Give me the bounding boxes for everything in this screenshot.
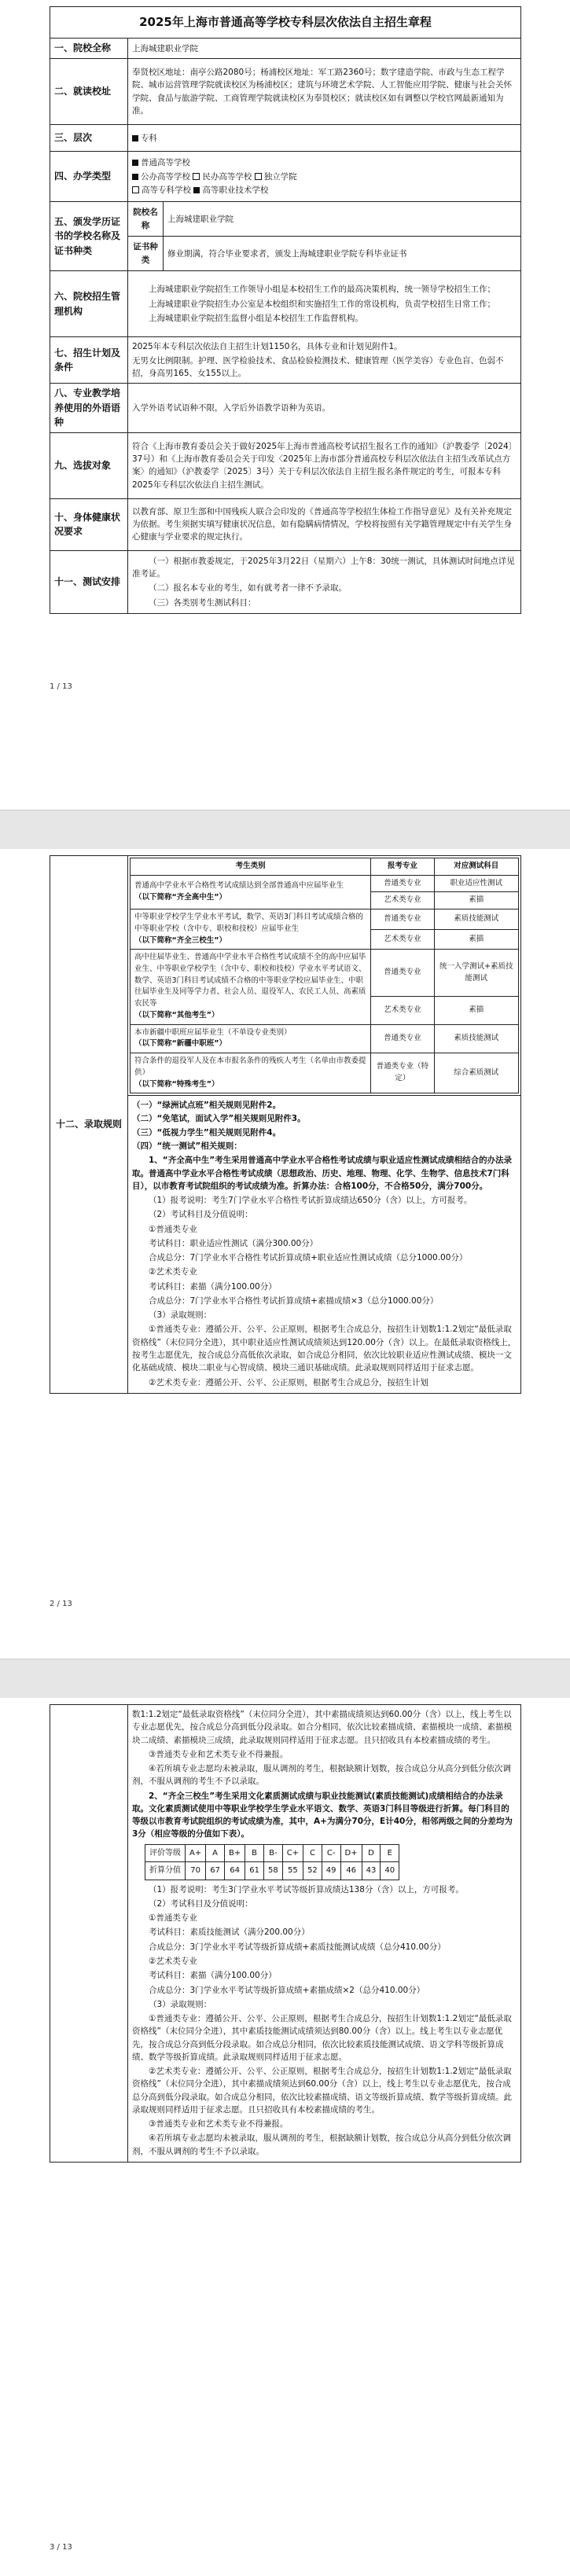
grade-row: 评价等级 A+ A B+ B B- C+ C C- D+ D E <box>145 1844 399 1862</box>
document-title: 2025年上海市普通高等学校专科层次依法自主招生章程 <box>50 7 521 39</box>
checked-box-icon <box>193 187 200 193</box>
unchecked-box-icon <box>132 186 139 193</box>
header-category: 考生类别 <box>131 858 371 876</box>
label-language: 八、专业教学培养使用的外语语种 <box>50 384 128 433</box>
value-target: 符合《上海市教育委员会关于做好2025年上海市普通高校考试招生报名工作的通知》（沪教委学〔2024〕37号）和《上海市教育委员会关于印发〈2025年上海市部分普通高校专科层次依法自主招生改革试点方案〉的通知》（沪教委学〔2025〕3号）关于专科层次依法自主招生报名条件规定的考生，可报本专科2025年专科层次依法自主招生测试。 <box>128 432 521 498</box>
subject-cell: 综合素质测试 <box>434 1053 518 1093</box>
category-row-4: 本市新疆中职班应届毕业生（不单设专业类别） （以下简称“新疆中职班”） <box>131 1024 371 1053</box>
major-cell: 普通类专业 <box>371 910 434 930</box>
subject-cell: 素描 <box>434 892 518 910</box>
category-row-2: 中等职业学校学生学业水平考试，数学、英语3门科目考试成绩合格的中等职业学校（含中专、职校和技校）应届毕业生 （以下简称“齐全三校生”） <box>131 910 371 950</box>
checked-box-icon <box>132 174 138 180</box>
label-health: 十、身体健康状况要求 <box>50 498 128 550</box>
major-cell: 艺术类专业 <box>371 892 434 910</box>
label-cert-type: 证书种类 <box>128 237 164 271</box>
value-plan: 2025年本专科层次依法自主招生计划1150名，具体专业和计划见附件1。 无男女比例限制。护理、医学检验技术、食品检验检测技术、健康管理（医学美容）专业色盲、色弱不招，身高男165、女155以上。 <box>128 337 521 384</box>
value-admission-office: 上海城建职业学院招生工作领导小组是本校招生工作的最高决策机构，统一领导学校招生工作； 上海城建职业学院招生办公室是本校组织和实施招生工作的常设机构，负责学校招生日常工作； 上海城建职业学院招生监督小组是本校招生工作监督机构。 <box>128 271 521 337</box>
major-cell: 普通类专业 <box>371 1024 434 1053</box>
charter-table-page-2 <box>50 855 521 1394</box>
value-language: 入学外语考试语种不限，入学后外语教学语种为英语。 <box>128 384 521 433</box>
page-gap <box>0 1659 570 1700</box>
category-table-cell <box>128 856 521 1096</box>
score-row: 折算分值 70 67 64 61 58 55 52 49 46 43 40 <box>145 1862 399 1880</box>
label-campus: 二、就读校址 <box>50 59 128 125</box>
label-continued <box>50 1705 128 2163</box>
charter-table-page-3 <box>50 1704 521 2163</box>
label-test: 十一、测试安排 <box>50 550 128 613</box>
admission-rules-body: （一）“绿洲试点班”相关规则见附件2。 （二）“免笔试，面试入学”相关规则见附件3。 （三）“低视力学生”相关规则见附件4。 （四）“统一测试”相关规则： 1、“齐全高中生”考生采用普通高中学业水平合格性考试成绩与职业适应性测试成绩相结合的办法录取。普通高中学业水平合格性考试成绩（思想政治、历史、地理、物理、化学、生物学、信息技术7门科目），以市教育考试院组织的考试成绩为准。折算办法：合格100分，不合格50分，满分700分。 （1）报考说明：考生7门学业水平合格性考试折算成绩达650分（含）以上，方可报考。 （2）考试科目及分值说明： ①普通类专业 考试科目：职业适应性测试（满分300.00分） 合成总分：7门学业水平合格性考试折算成绩+职业适应性测试成绩（总分1000.00分） ②艺术类专业 考试科目：素描（满分100.00分） 合成总分：7门学业水平合格性考试折算成绩+素描成绩×3（总分1000.00分） （3）录取规则： ①普通类专业：遵循公开、公平、公正原则，根据考生合成总分，按招生计划数1:1.2划定“最低录取资格线”（末位同分全进），其中职业适应性测试成绩须达到120.00分（含）以上。在最低录取资格线上，按考生志愿优先，按合成总分高低依次录取，如合成总分相同，依次比较职业适应性测试成绩、模块一文化基础成绩、模块二职业与心智成绩、模块三通识基础成绩。此录取规则同样适用于征求志愿。 ②艺术类专业：遵循公开、公平、公正原则，根据考生合成总分，按招生计划 <box>128 1096 521 1394</box>
label-admission-rules: 十二、录取规则 <box>50 856 128 1394</box>
label-admission-office: 六、院校招生管理机构 <box>50 271 128 337</box>
page-1 <box>0 0 570 810</box>
value-health: 以教育部、原卫生部和中国残疾人联合会印发的《普通高等学校招生体检工作指导意见》及有关补充规定为依据。考生须据实填写健康状况信息，如有隐瞒病情情况，学校将按照有关学籍管理规定中有关学生身心健康与学业要求的规定执行。 <box>128 498 521 550</box>
category-table <box>130 858 519 1093</box>
value-level: 专科 <box>128 125 521 152</box>
label-level: 三、层次 <box>50 125 128 152</box>
checked-box-icon <box>132 135 138 141</box>
page-number: 3 / 13 <box>50 2543 72 2552</box>
category-row-1: 普通高中学业水平合格性考试成绩达到全部普通高中应届毕业生 （以下简称“齐全高中生”） <box>131 875 371 909</box>
value-campus: 奉贤校区地址：南亭公路2080号；杨浦校区地址：军工路2360号；数字建造学院、市政与生态工程学院、城市运营管理学院就读校区为杨浦校区；建筑与环境艺术学院、人工智能应用学院、健康与社会关怀学院、食品与旅游学院、工商管理学院就读校区为奉贤校区；就读校区如有调整以学校官网最新通知为准。 <box>128 59 521 125</box>
charter-table-page-1 <box>50 6 521 614</box>
major-cell: 普通类专业 <box>371 950 434 997</box>
checked-box-icon <box>132 160 138 166</box>
label-school-name: 一、院校全称 <box>50 39 128 59</box>
value-school-name: 上海城建职业学院 <box>128 39 521 59</box>
subject-cell: 素描 <box>434 929 518 950</box>
value-cert-type: 修业期满，符合毕业要求者，颁发上海城建职业学院专科毕业证书 <box>164 237 521 271</box>
major-cell: 普通类专业（特定） <box>371 1053 434 1093</box>
value-cert-school: 上海城建职业学院 <box>164 202 521 237</box>
subject-cell: 素质技能测试 <box>434 1024 518 1053</box>
subject-cell: 素描 <box>434 997 518 1025</box>
label-plan: 七、招生计划及条件 <box>50 337 128 384</box>
major-cell: 艺术类专业 <box>371 997 434 1025</box>
header-subject: 对应测试科目 <box>434 858 518 876</box>
admission-rules-continued: 数1:1.2划定“最低录取资格线”（末位同分全进），其中素描成绩须达到60.00分（含）以上，线上考生以专业志愿优先，按合成总分高到低分段录取。如合分相同，依次比较素描成绩、素描模块一成绩、素描模块二成绩、素描模块三成绩，此录取规则同样适用于征求志愿。且只招收具有本校素描成绩的考生。 ③普通类专业和艺术类专业不得兼报。 ④若所填专业志愿均未被录取，服从调剂的考生，根据缺额计划数，按合成总分从高分到低分依次调剂，不服从调剂的考生不予以录取。 2、“齐全三校生”考生采用文化素质测试成绩与职业技能测试(素质技能测试)成绩相结合的办法录取。文化素质测试使用中等职业学校学生学业水平语文、数学、英语3门科目等级进行折算。每门科目的等级以市教育考试院组织的考试成绩为准，其中，A+为满分70分，E计40分，相邻两级之间的分差均为3分（相应等级的分值如下表）。 评价等级 A+ A B+ B B- C+ C C- D+ D E 折算分值 70 67 64 61 58 55 52 49 46 43 40 （1）报考说明：考生3门学业水平考试等级折算成绩达138分（含）以上，方可报考。 （2）考试科目及分值说明： ①普通类专业 考试科目：素质技能测试（满分200.00分） 合成总分：3门学业水平考试等级折算成绩+素质技能测试成绩（总分410.00分） ②艺术类专业 考试科目：素描（满分100.00分） 合成总分：3门学业水平考试等级折算成绩+素描成绩×2（总分410.00分） （3）录取规则： ①普通类专业：遵循公开、公平、公正原则，根据考生合成总分，按招生计划数1:1.2划定“最低录取资格线”（末位同分全进），其中素质技能测试成绩须达到80.00分（含）以上。线上考生以专业志愿优先，按合成总分高到低分段录取。如合成总分相同，依次比较素质技能测试成绩、语文学科等级折算成绩、数学等级折算成绩。此录取规则同样适用于征求志愿。 ②艺术类专业：遵循公开、公平、公正原则，根据考生合成总分，按招生计划数1:1.2划定“最低录取资格线”（末位同分全进），其中素描成绩须达到60.00分（含）以上，线上考生以专业志愿优先，按合成总分高到低分段录取。如合成总分相同，依次比较素描成绩、语文等级折算成绩、数学等级折算成绩。此录取规则同样适用于征求志愿。且只招收具有本校素描成绩的考生。 ③普通类专业和艺术类专业不得兼报。 ④若所填专业志愿均未被录取，服从调剂的考生，根据缺额计划数，按合成总分从高分到低分依次调剂，不服从调剂的考生不予以录取。 <box>128 1705 521 2163</box>
page-3 <box>0 1698 570 2576</box>
page-number: 2 / 13 <box>50 1600 72 1608</box>
category-row-5: 符合条件的退役军人及在本市报名条件的残疾人考生（名单由市教委提供） （以下简称“特殊考生”） <box>131 1053 371 1093</box>
page-2 <box>0 849 570 1659</box>
unchecked-box-icon <box>193 173 200 180</box>
subject-cell: 素质技能测试 <box>434 910 518 930</box>
major-cell: 普通类专业 <box>371 875 434 892</box>
label-target: 九、选拔对象 <box>50 432 128 498</box>
subject-cell: 职业适应性测试 <box>434 875 518 892</box>
page-number: 1 / 13 <box>50 682 72 691</box>
label-school-type: 四、办学类型 <box>50 152 128 202</box>
subject-cell: 统一入学测试+素质技能测试 <box>434 950 518 997</box>
header-major: 报考专业 <box>371 858 434 876</box>
value-school-type: 普通高等学校 公办高等学校 民办高等学校 独立学院 高等专科学校 高等职业技术学校 <box>128 152 521 202</box>
label-school: 院校名称 <box>128 202 164 237</box>
page-gap <box>0 810 570 851</box>
unchecked-box-icon <box>255 173 262 180</box>
value-test: （一）根据市教委规定，于2025年3月22日（星期六）上午8：30统一测试，具体测试时间地点详见准考证。 （二）报名本专业的考生，如有就考者一律不予录取。 （三）各类别考生测试科目： <box>128 550 521 613</box>
grade-table <box>145 1844 399 1880</box>
major-cell: 艺术类专业 <box>371 929 434 950</box>
label-certificate: 五、颁发学历证书的学校名称及证书种类 <box>50 202 128 271</box>
category-row-3: 高中往届毕业生、普通高中学业水平合格性考试成绩不全的高中应届毕业生、中等职业学校学生（含中专、职校和技校）学业水平考试语文、数学、英语3门科目考试成绩不合格的中等职业学校应届毕业生、中职往届毕业生及同等学力者、社会人员、退役军人、农民工人员、高素质农民等 （以下简称“其他考生”） <box>131 950 371 1024</box>
